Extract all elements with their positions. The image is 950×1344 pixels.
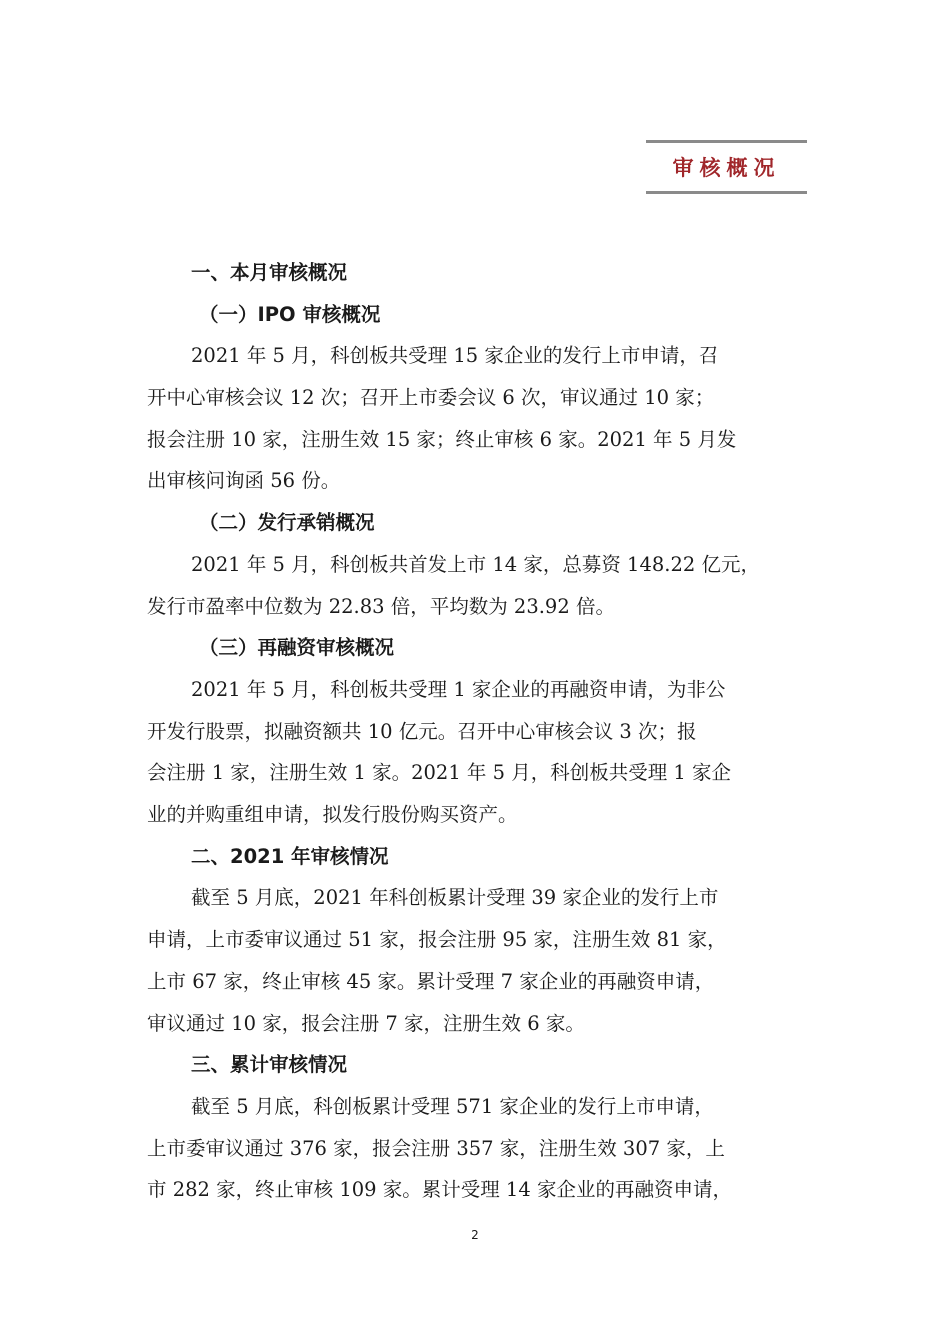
paragraph-line: 2021 年 5 月，科创板共受理 1 家企业的再融资申请，为非公 <box>191 677 726 701</box>
subsection-heading: （一）IPO 审核概况 <box>199 302 381 326</box>
paragraph-line: 报会注册 10 家，注册生效 15 家；终止审核 6 家。2021 年 5 月发 <box>147 427 737 451</box>
paragraph <box>147 877 807 1044</box>
paragraph <box>147 1086 807 1211</box>
document-body <box>147 252 807 1211</box>
paragraph-line: 会注册 1 家，注册生效 1 家。2021 年 5 月，科创板共受理 1 家企 <box>147 761 732 785</box>
paragraph-line: 业的并购重组申请，拟发行股份购买资产。 <box>147 803 518 827</box>
paragraph <box>147 544 807 627</box>
paragraph <box>147 335 807 502</box>
page-number: 2 <box>471 1228 479 1242</box>
paragraph-line: 出审核问询函 56 份。 <box>147 469 341 493</box>
paragraph-line: 截至 5 月底，2021 年科创板累计受理 39 家企业的发行上市 <box>191 886 719 910</box>
paragraph-line: 开发行股票，拟融资额共 10 亿元。召开中心审核会议 3 次；报 <box>147 719 697 743</box>
paragraph-line: 上市 67 家，终止审核 45 家。累计受理 7 家企业的再融资申请， <box>147 969 715 993</box>
paragraph-line: 截至 5 月底，科创板累计受理 571 家企业的发行上市申请， <box>191 1094 714 1118</box>
paragraph-line: 申请，上市委审议通过 51 家，报会注册 95 家，注册生效 81 家， <box>147 928 727 952</box>
section-header-title: 审核概况 <box>672 156 781 180</box>
paragraph-line: 审议通过 10 家，报会注册 7 家，注册生效 6 家。 <box>147 1011 585 1035</box>
section-heading: 二、2021 年审核情况 <box>191 844 389 868</box>
paragraph-line: 上市委审议通过 376 家，报会注册 357 家，注册生效 307 家，上 <box>147 1136 725 1160</box>
subsection-heading: （二）发行承销概况 <box>199 511 375 535</box>
paragraph-line: 2021 年 5 月，科创板共受理 15 家企业的发行上市申请，召 <box>191 344 719 368</box>
paragraph-line: 发行市盈率中位数为 22.83 倍，平均数为 23.92 倍。 <box>147 594 615 618</box>
paragraph-line: 开中心审核会议 12 次；召开上市委会议 6 次，审议通过 10 家； <box>147 386 715 410</box>
paragraph <box>147 669 807 836</box>
section-heading: 一、本月审核概况 <box>191 261 348 284</box>
paragraph-line: 市 282 家，终止审核 109 家。累计受理 14 家企业的再融资申请， <box>147 1178 732 1202</box>
section-heading: 三、累计审核情况 <box>191 1053 348 1077</box>
subsection-heading: （三）再融资审核概况 <box>199 636 395 660</box>
section-header-box <box>646 140 807 194</box>
paragraph-line: 2021 年 5 月，科创板共首发上市 14 家，总募资 148.22 亿元， <box>191 552 760 576</box>
